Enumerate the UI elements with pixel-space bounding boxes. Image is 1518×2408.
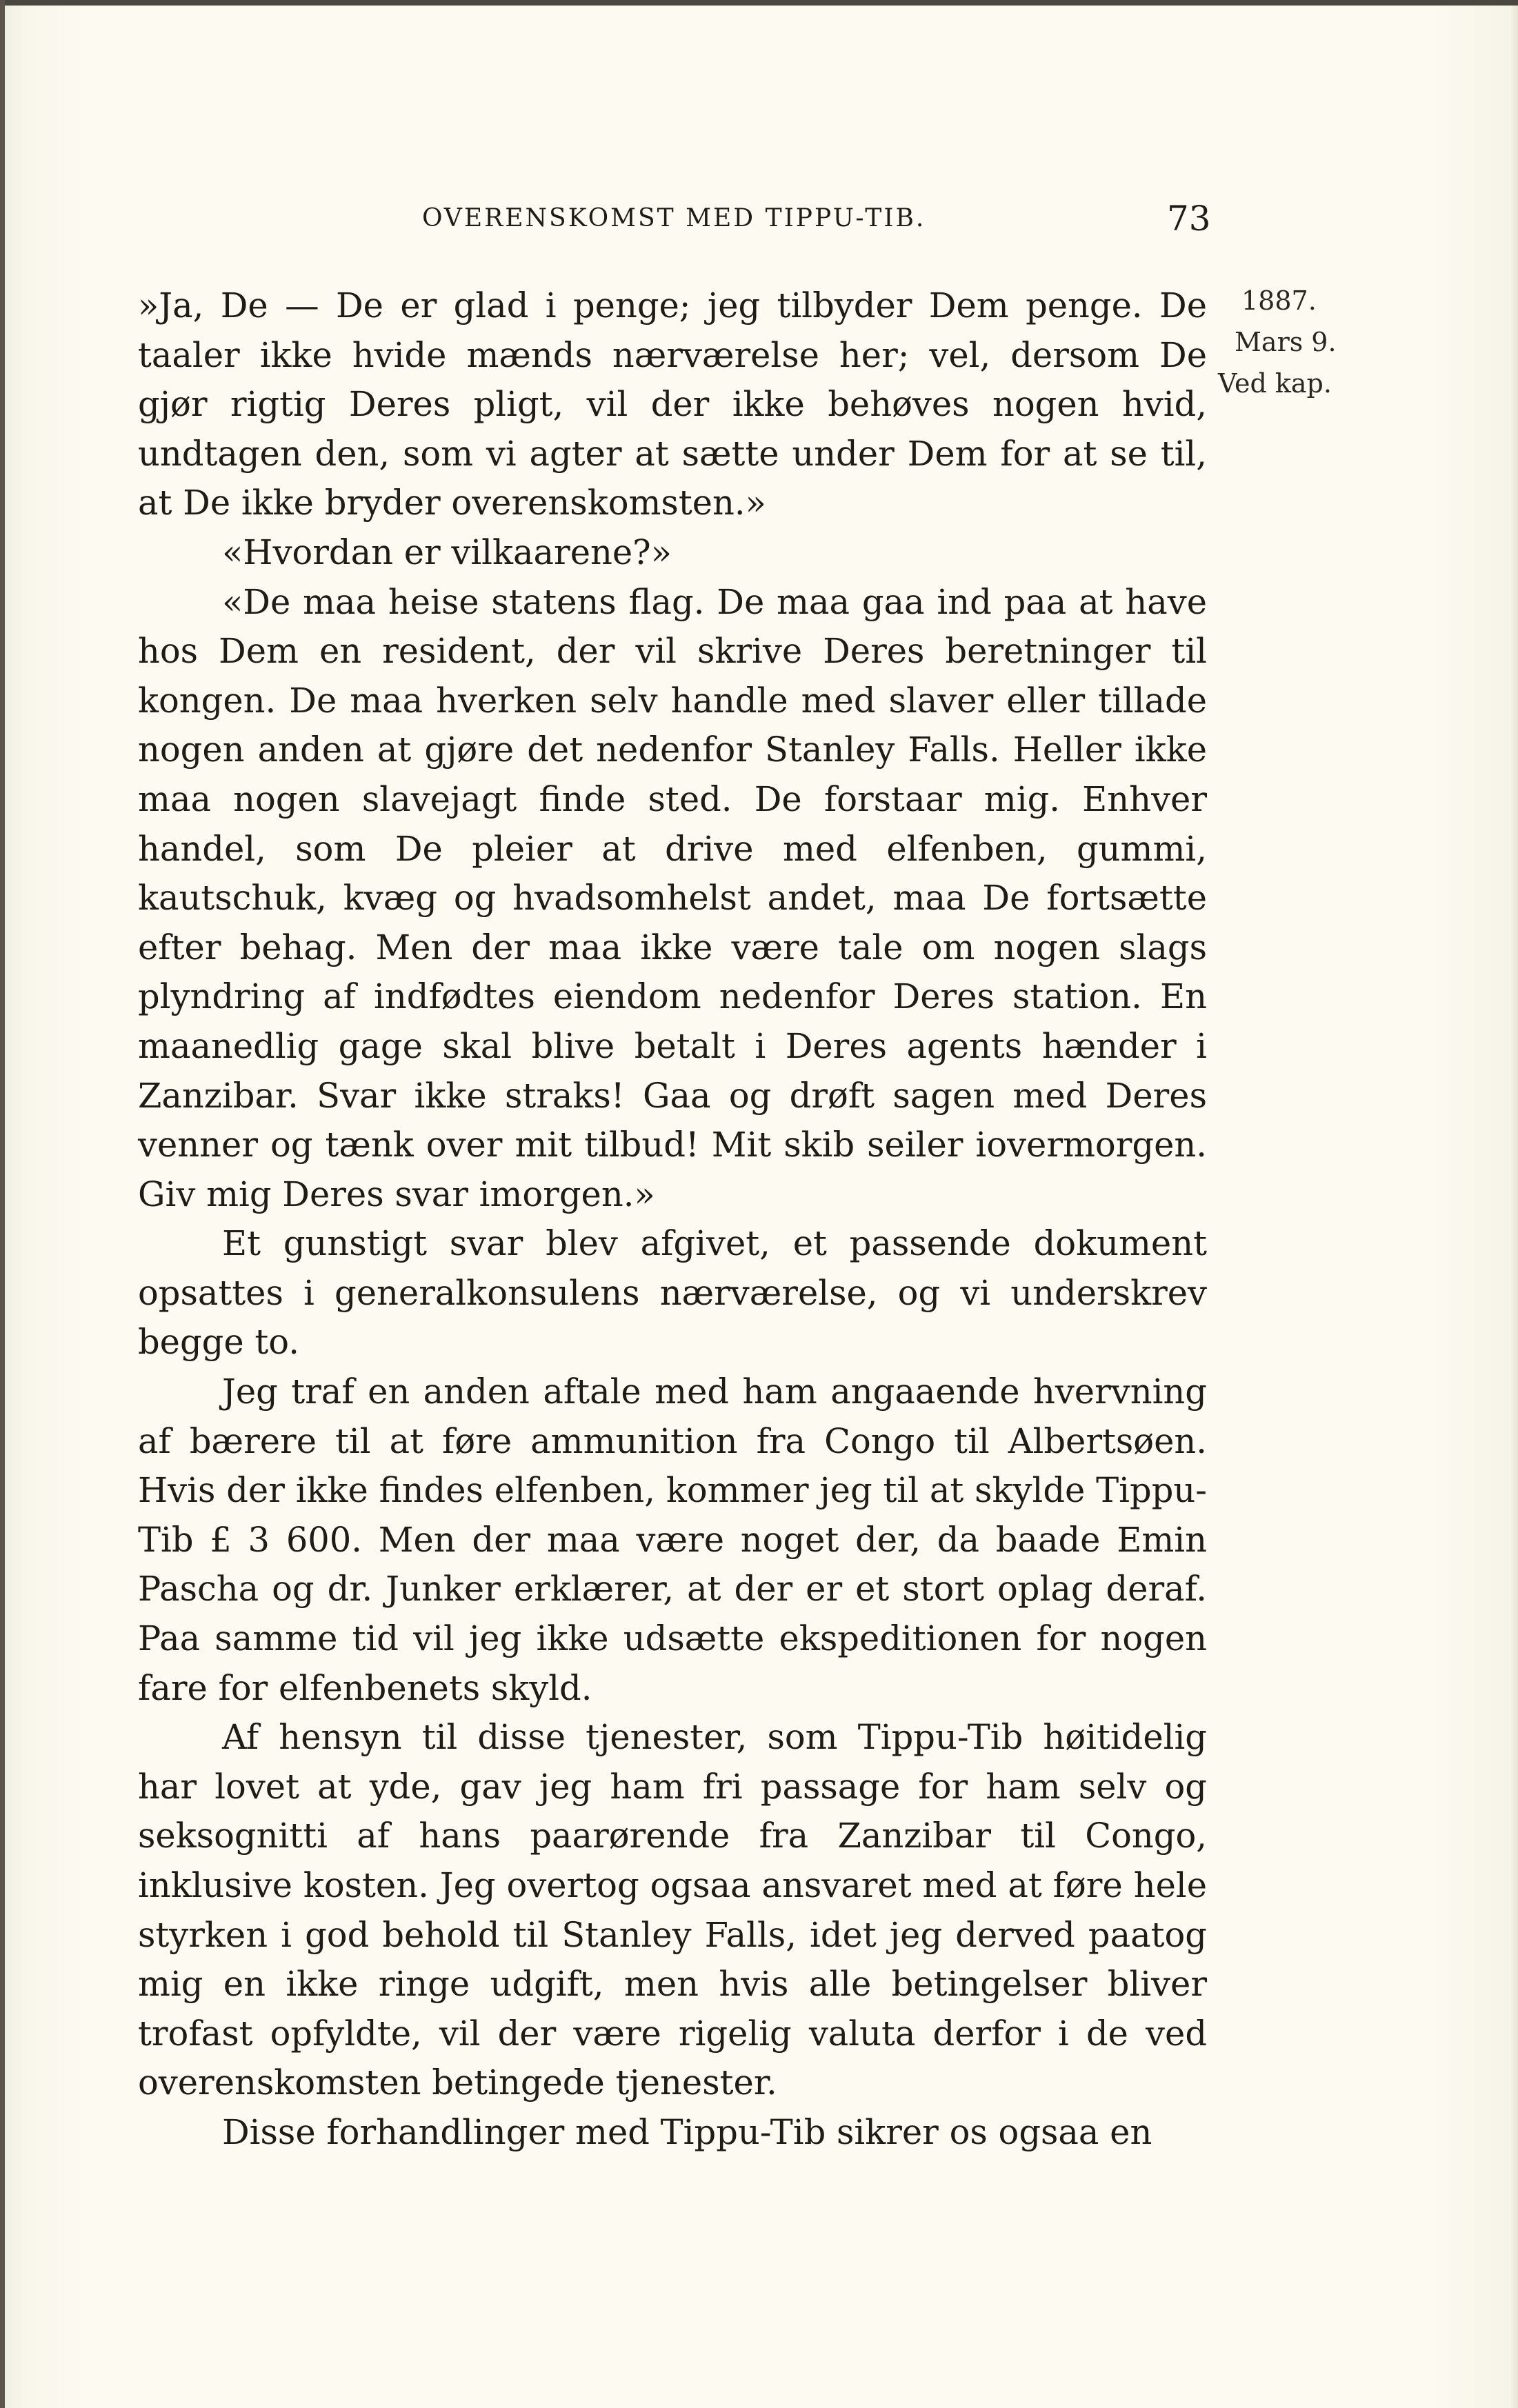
paragraph-6: Af hensyn til disse tjenester, som Tippu-Tib høitidelig har lovet at yde, gav jeg ham fri passage for ham selv og seksognitti af hans paarørende fra Zanzibar til Congo, inklusive kosten. Jeg overtog ogsaa ansvaret med at føre hele styrken i god behold til Stanley Falls, idet jeg derved paatog mig en ikke ringe udgift, men hvis alle betingelser bliver trofast opfyldte, vil der være rigelig valuta derfor i de ved overenskomsten betingede tjenester.: [138, 1717, 1207, 2103]
paragraph-4: Et gunstigt svar blev afgivet, et passende dokument opsattes i generalkonsulens nærværelse, og vi underskrev begge to.: [138, 1223, 1207, 1363]
margin-note-date: Mars 9.: [1235, 327, 1337, 357]
margin-note-chapter: Ved kap.: [1218, 368, 1332, 399]
body-text: [138, 281, 1207, 2158]
margin-note-year: 1887.: [1241, 285, 1317, 316]
paragraph-7: Disse forhandlinger med Tippu-Tib sikrer os ogsaa en: [222, 2111, 1152, 2152]
paragraph-3: «De maa heise statens flag. De maa gaa ind paa at have hos Dem en resident, der vil skrive Deres beretninger til kongen. De maa hverken selv handle med slaver eller tillade nogen anden at gjøre det nedenfor Stanley Falls. Heller ikke maa nogen slavejagt finde sted. De forstaar mig. Enhver handel, som De pleier at drive med elfenben, gummi, kautschuk, kvæg og hvadsomhelst andet, maa De fortsætte efter behag. Men der maa ikke være tale om nogen slags plyndring af indfødtes eiendom nedenfor Deres station. En maanedlig gage skal blive betalt i Deres agents hænder i Zanzibar. Svar ikke straks! Gaa og drøft sagen med Deres venner og tænk over mit tilbud! Mit skib seiler iovermorgen. Giv mig Deres svar imorgen.»: [138, 581, 1207, 1214]
scan-border-left: [0, 0, 5, 2408]
paragraph-5: Jeg traf en anden aftale med ham angaaende hvervning af bærere til at føre ammunition fra Congo til Albertsøen. Hvis der ikke findes elfenben, kommer jeg til at skylde Tippu-Tib £ 3 600. Men der maa være noget der, da baade Emin Pascha og dr. Junker erklærer, at der er et stort oplag deraf. Paa samme tid vil jeg ikke udsætte ekspeditionen for nogen fare for elfenbenets skyld.: [138, 1372, 1207, 1708]
running-head: OVERENSKOMST MED TIPPU-TIB.: [422, 204, 926, 232]
scan-border-top: [0, 0, 1518, 6]
paragraph-1: »Ja, De — De er glad i penge; jeg tilbyder Dem penge. De taaler ikke hvide mænds nærværelse her; vel, dersom De gjør rigtig Deres pligt, vil der ikke behøves nogen hvid, undtagen den, som vi agter at sætte under Dem for at se til, at De ikke bryder overenskomsten.»: [138, 285, 1207, 523]
paragraph-2: «Hvordan er vilkaarene?»: [222, 532, 672, 572]
page-number: 73: [1167, 199, 1211, 239]
